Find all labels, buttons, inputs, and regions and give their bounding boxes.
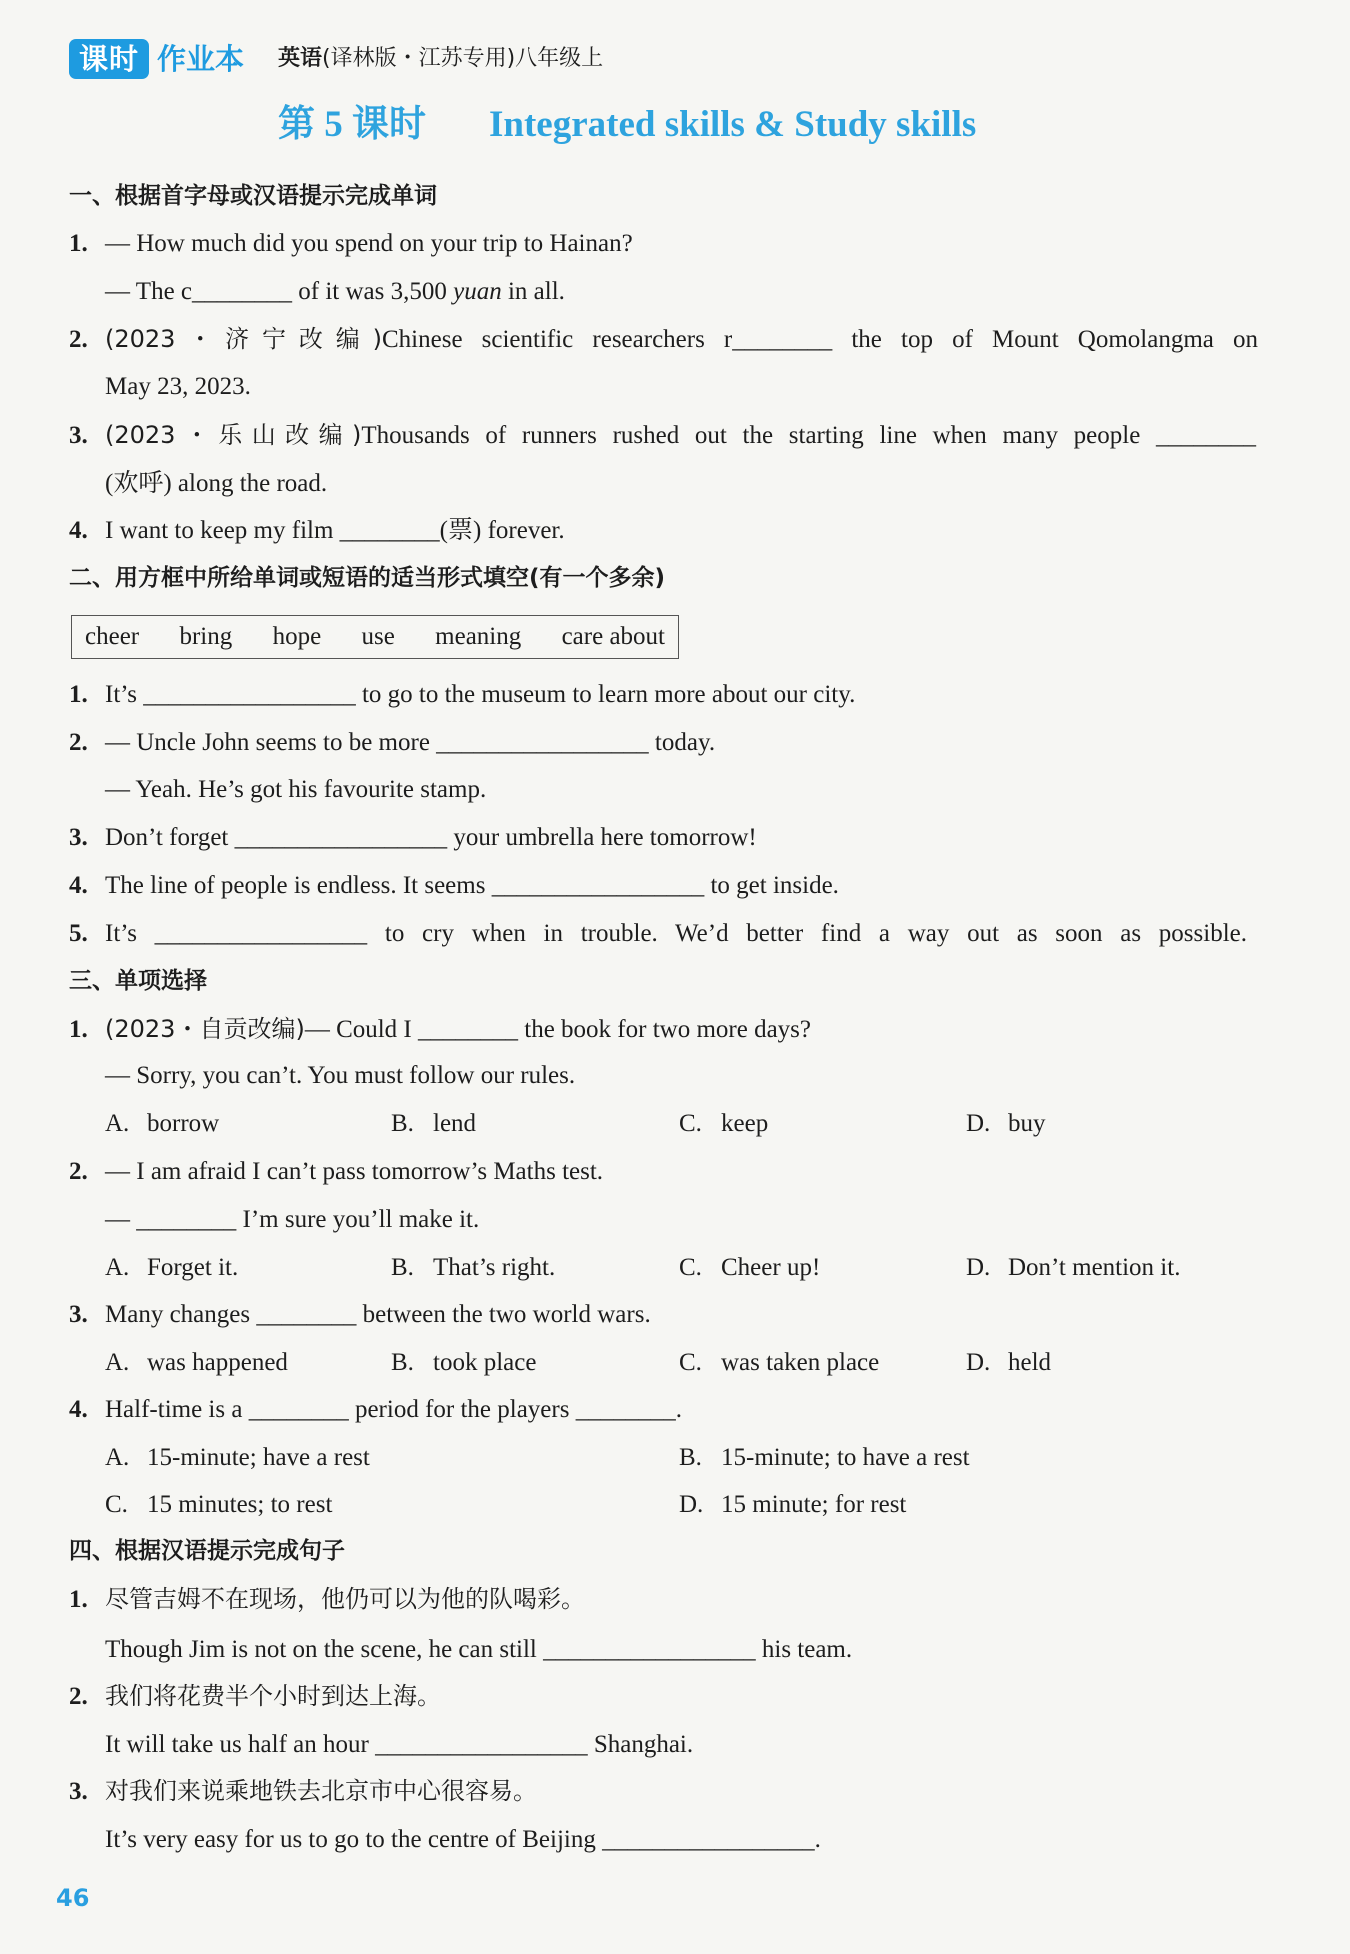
option-letter: D. <box>679 1491 704 1518</box>
question-text: — Could I ________ the book for two more days? <box>304 1016 811 1043</box>
question-number: 4. <box>69 872 88 899</box>
option-text: buy <box>1008 1110 1046 1137</box>
s1-q1-line1 <box>69 228 633 260</box>
question-text: It’s _________________ to go to the museum to learn more about our city. <box>105 681 856 708</box>
question-text: — I am afraid I can’t pass tomorrow’s Maths test. <box>105 1158 604 1185</box>
s1-q3-line1 <box>69 419 1256 452</box>
s1-q2-line2: May 23, 2023. <box>105 373 251 400</box>
question-number: 1. <box>69 1586 88 1613</box>
question-number: 2. <box>69 729 88 756</box>
option-text: took place <box>433 1349 537 1376</box>
logo-part2: 作业本 <box>157 42 245 76</box>
s3-q3-line1 <box>69 1299 651 1331</box>
subject: 英语 <box>278 46 323 71</box>
option-b <box>391 1108 476 1140</box>
question-number: 3. <box>69 824 88 851</box>
question-source: (2023・自贡改编) <box>105 1015 305 1043</box>
workbook-logo <box>69 38 244 80</box>
s4-q2-english: It will take us half an hour _________________ Shanghai. <box>105 1731 694 1758</box>
option-text: held <box>1008 1349 1052 1376</box>
option-b <box>391 1252 555 1284</box>
s4-q1-chinese <box>69 1583 585 1616</box>
option-text: 15 minute; for rest <box>721 1491 907 1518</box>
s2-item3-line1 <box>69 822 757 854</box>
question-text: Many changes ________ between the two world wars. <box>105 1301 651 1328</box>
section3-heading: 三、单项选择 <box>69 968 207 994</box>
question-number: 2. <box>69 326 88 353</box>
option-b <box>391 1347 536 1379</box>
s4-q2-chinese <box>69 1680 441 1713</box>
option-letter: C. <box>105 1491 128 1518</box>
s1-q4-line1 <box>69 515 565 547</box>
question-number: 1. <box>69 681 88 708</box>
s3-q1-line1 <box>69 1013 811 1046</box>
option-c <box>679 1108 768 1140</box>
lesson-topic: Integrated skills & Study skills <box>489 104 977 145</box>
option-text: borrow <box>147 1110 220 1137</box>
option-d <box>679 1489 906 1521</box>
word-box-item: bring <box>179 623 233 650</box>
question-number: 1. <box>69 1016 88 1043</box>
option-letter: A. <box>105 1254 130 1281</box>
option-b <box>679 1442 970 1474</box>
s2-item5-line1 <box>69 918 1247 950</box>
question-number: 2. <box>69 1158 88 1185</box>
question-source: (2023・济宁改编) <box>105 325 382 353</box>
option-text: Forget it. <box>147 1254 239 1281</box>
question-text: I want to keep my film ________(票) forever. <box>105 517 565 544</box>
s2-item2-line1 <box>69 727 715 759</box>
s3-q4-line1 <box>69 1394 682 1426</box>
question-text: — The c________ of it was 3,500 <box>105 278 454 305</box>
question-number: 3. <box>69 1301 88 1328</box>
option-text: was taken place <box>721 1349 880 1376</box>
s2-item1-line1 <box>69 679 855 711</box>
option-letter: C. <box>679 1349 702 1376</box>
question-number: 3. <box>69 1778 88 1805</box>
word-box-item: hope <box>272 623 322 650</box>
option-letter: B. <box>679 1444 702 1471</box>
option-c <box>679 1252 820 1284</box>
word-box-item: care about <box>561 623 665 650</box>
option-text: That’s right. <box>433 1254 556 1281</box>
s1-q1-line2 <box>105 276 565 308</box>
question-text: Chinese scientific researchers r________ the top of Mount Qomolangma on <box>382 326 1259 353</box>
subject-line <box>278 45 603 73</box>
section4-heading: 四、根据汉语提示完成句子 <box>69 1538 345 1564</box>
option-text: Don’t mention it. <box>1008 1254 1181 1281</box>
option-letter: C. <box>679 1254 702 1281</box>
word-box-item: meaning <box>435 623 522 650</box>
question-text: It’s _________________ to cry when in trouble. We’d better find a way out as soon as possible. <box>105 920 1247 947</box>
option-letter: A. <box>105 1110 130 1137</box>
question-text: The line of people is endless. It seems _________________ to get inside. <box>105 872 839 899</box>
question-text: Don’t forget _________________ your umbrella here tomorrow! <box>105 824 757 851</box>
option-text: 15-minute; have a rest <box>147 1444 370 1471</box>
s3-q4-options-row2 <box>0 1489 1350 1521</box>
s1-q2-line1 <box>69 323 1258 356</box>
chinese-prompt: 尽管吉姆不在现场，他仍可以为他的队喝彩。 <box>105 1585 585 1613</box>
question-text: Thousands of runners rushed out the starting line when many people ________ <box>361 422 1256 449</box>
s3-q1-options <box>0 1108 1350 1140</box>
option-letter: B. <box>391 1349 414 1376</box>
option-d <box>966 1347 1051 1379</box>
italic-word: yuan <box>453 278 502 305</box>
option-a <box>105 1108 219 1140</box>
section2-heading: 二、用方框中所给单词或短语的适当形式填空(有一个多余) <box>69 565 666 591</box>
option-text: lend <box>433 1110 477 1137</box>
option-letter: D. <box>966 1349 991 1376</box>
option-c <box>105 1489 332 1521</box>
question-number: 4. <box>69 517 88 544</box>
question-number: 4. <box>69 1396 88 1423</box>
s4-q3-chinese <box>69 1775 537 1808</box>
s2-item2-line2: — Yeah. He’s got his favourite stamp. <box>105 776 487 803</box>
s3-q2-line2: — ________ I’m sure you’ll make it. <box>105 1206 480 1233</box>
option-text: 15-minute; to have a rest <box>721 1444 970 1471</box>
word-box <box>71 615 679 659</box>
option-d <box>966 1252 1180 1284</box>
question-text: Half-time is a ________ period for the players ________. <box>105 1396 682 1423</box>
s1-q3-line2: (欢呼) along the road. <box>105 470 328 497</box>
s3-q3-options <box>0 1347 1350 1379</box>
s3-q4-options-row1 <box>0 1442 1350 1474</box>
option-a <box>105 1252 238 1284</box>
option-d <box>966 1108 1046 1140</box>
s3-q2-options <box>0 1252 1350 1284</box>
option-letter: C. <box>679 1110 702 1137</box>
lesson-number: 第 5 课时 <box>278 104 426 145</box>
edition: (译林版・江苏专用)八年级上 <box>322 46 604 71</box>
page-number: 46 <box>56 1884 90 1912</box>
question-text: — How much did you spend on your trip to Hainan? <box>105 230 633 257</box>
option-a <box>105 1347 288 1379</box>
question-number: 1. <box>69 230 88 257</box>
option-a <box>105 1442 370 1474</box>
option-text: was happened <box>147 1349 288 1376</box>
question-source: (2023・乐山改编) <box>105 421 362 449</box>
word-box-item: cheer <box>85 623 140 650</box>
option-letter: A. <box>105 1349 130 1376</box>
option-letter: D. <box>966 1254 991 1281</box>
s2-item4-line1 <box>69 870 839 902</box>
chinese-prompt: 对我们来说乘地铁去北京市中心很容易。 <box>105 1777 537 1805</box>
question-number: 2. <box>69 1683 88 1710</box>
section1-heading: 一、根据首字母或汉语提示完成单词 <box>69 183 437 209</box>
s4-q3-english: It’s very easy for us to go to the centre of Beijing _________________. <box>105 1826 821 1853</box>
option-letter: B. <box>391 1254 414 1281</box>
option-text: 15 minutes; to rest <box>147 1491 333 1518</box>
option-letter: B. <box>391 1110 414 1137</box>
word-box-item: use <box>361 623 395 650</box>
option-text: Cheer up! <box>721 1254 821 1281</box>
option-letter: A. <box>105 1444 130 1471</box>
s3-q1-line2: — Sorry, you can’t. You must follow our rules. <box>105 1062 576 1089</box>
logo-part1: 课时 <box>69 39 149 79</box>
question-text: in all. <box>501 278 565 305</box>
s4-q1-english: Though Jim is not on the scene, he can still _________________ his team. <box>105 1636 853 1663</box>
option-text: keep <box>721 1110 769 1137</box>
chinese-prompt: 我们将花费半个小时到达上海。 <box>105 1682 441 1710</box>
option-letter: D. <box>966 1110 991 1137</box>
question-text: — Uncle John seems to be more _________________ today. <box>105 729 716 756</box>
s3-q2-line1 <box>69 1156 603 1188</box>
question-number: 5. <box>69 920 88 947</box>
option-c <box>679 1347 879 1379</box>
question-number: 3. <box>69 422 88 449</box>
